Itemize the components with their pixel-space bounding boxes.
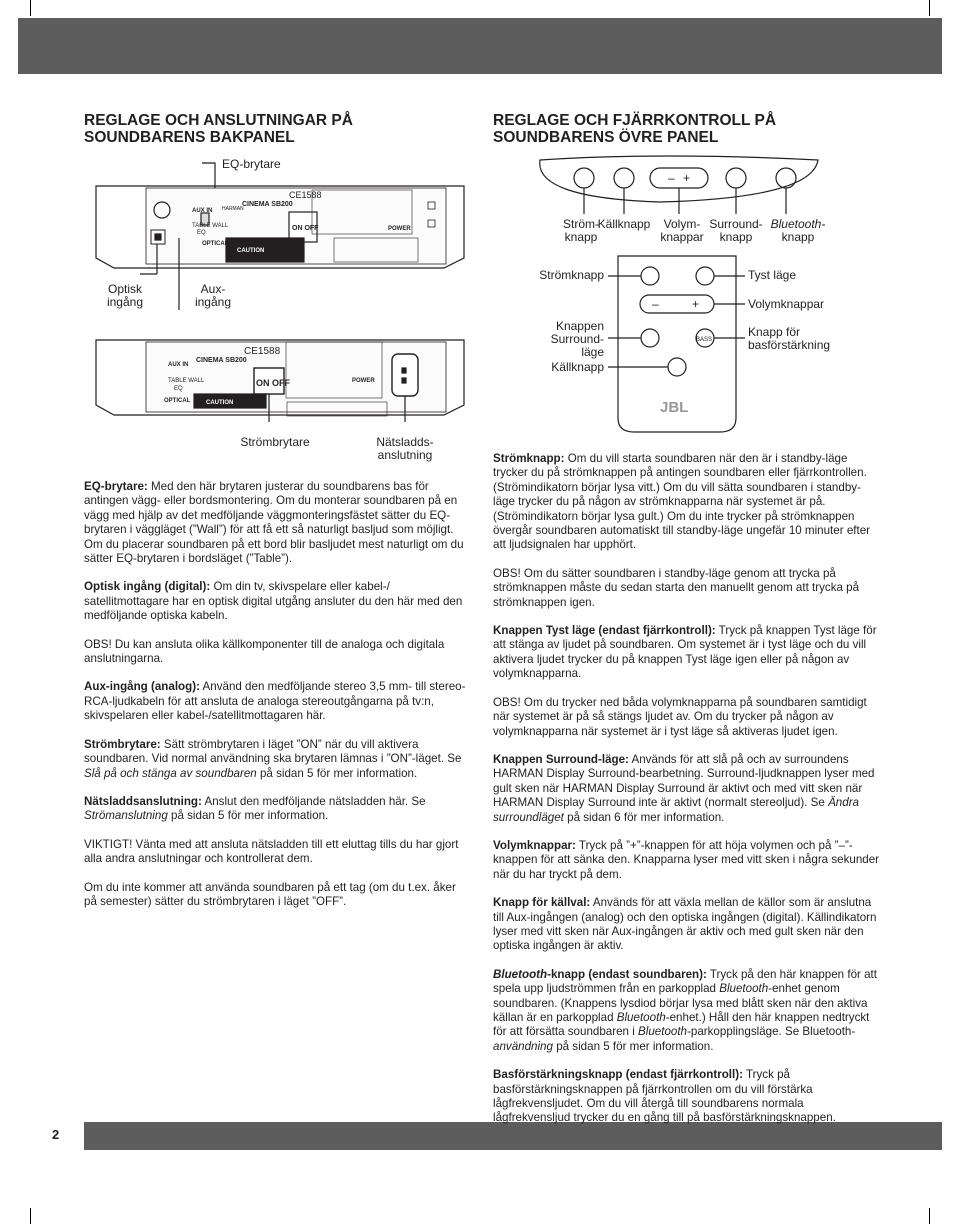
paragraph bbox=[84, 881, 468, 910]
para-heading: Strömbrytare: bbox=[84, 737, 161, 751]
label-line: Aux- bbox=[200, 282, 226, 296]
surround-button-icon bbox=[726, 168, 746, 188]
label-line: anslutning bbox=[377, 448, 433, 462]
top-panel-remote-diagram bbox=[500, 150, 820, 440]
label-line: Knapp för bbox=[748, 325, 801, 339]
para-italic: Slå på och stänga av soundbaren bbox=[84, 766, 257, 780]
para-text: Om din tv, skivspelare eller kabel-/ satellitmottagare har en optisk digital utgång ansluter du den här med den medföljande optiska kabeln. bbox=[84, 580, 463, 623]
print-optical: OPTICAL bbox=[202, 241, 229, 247]
print-eq-zoom: EQ bbox=[174, 386, 183, 392]
print-power: POWER bbox=[388, 226, 411, 232]
label-bt-button bbox=[762, 218, 834, 244]
print-aux: AUX IN bbox=[192, 208, 213, 214]
label-line: Nätsladds- bbox=[376, 435, 434, 449]
para-text: på sidan 5 för mer information. bbox=[167, 809, 329, 823]
para-text: Om du inte kommer att använda soundbaren på ett tag (om du t.ex. åker på semester) sätter du strömbrytaren i läget ”OFF”. bbox=[84, 880, 456, 908]
paragraph bbox=[493, 753, 881, 825]
paragraph bbox=[493, 1068, 881, 1126]
right-text-column bbox=[493, 452, 881, 1140]
label-line: Bluetooth- bbox=[770, 217, 826, 231]
right-section-title bbox=[493, 112, 776, 146]
label-remote-bass bbox=[748, 326, 830, 352]
print-eq: EQ bbox=[197, 230, 206, 236]
remote-power-icon bbox=[641, 267, 659, 285]
remote-surround-icon bbox=[641, 329, 659, 347]
print-table-wall: TABLE WALL bbox=[192, 223, 229, 229]
para-text: OBS! Om du trycker ned båda volymknapparna på soundbaren samtidigt när systemet är på så stängs ljudet av. Om du trycker på någon av volymknapparna när systemet är i tyst läge så aktiveras ljudet igen. bbox=[493, 695, 867, 738]
label-remote-power: Strömknapp bbox=[539, 268, 604, 282]
para-text: -enhet.) Håll den här knappen nedtryckt för att försätta soundbaren i bbox=[493, 1011, 870, 1039]
paragraph bbox=[84, 638, 468, 667]
crop-mark bbox=[30, 1208, 31, 1224]
para-text: Om du vill starta soundbaren när den är i standby-läge trycker du på strömknappen på antingen soundbaren eller fjärrkontrollen. (Strömindikatorn börjar lysa vitt.) Om du vill sätta soundbaren i standby-läge trycker du på någon av strömknapparna när systemet är på. (Strömindikatorn börjar lysa gult.) Om du inte trycker på strömknappen övergår soundbaren automatiskt till standby-läge ungefär 10 minuter efter att ljudsignalen har upphört. bbox=[493, 452, 871, 552]
paragraph bbox=[493, 696, 881, 739]
crop-mark bbox=[929, 0, 930, 16]
left-text-column bbox=[84, 480, 468, 923]
para-heading: Strömknapp: bbox=[493, 452, 565, 465]
label-line: Knappen bbox=[555, 319, 604, 333]
label-line: ingång bbox=[194, 295, 232, 309]
label-source-button: Källknapp bbox=[597, 217, 651, 231]
print-table-wall-zoom: TABLE WALL bbox=[168, 378, 205, 384]
para-text: Använd den medföljande stereo 3,5 mm- till stereo-RCA-ljudkabeln för att ansluta de analoga stereoutgångarna på tv:n, skivspelaren eller kabel-/satellitmottagaren här. bbox=[84, 680, 466, 723]
para-text: Anslut den medföljande nätsladden här. Se bbox=[201, 794, 426, 808]
label-power-switch: Strömbrytare bbox=[240, 435, 310, 449]
print-caution-zoom: CAUTION bbox=[206, 400, 234, 406]
para-heading: -knapp (endast soundbaren): bbox=[547, 967, 707, 981]
label-remote-source: Källknapp bbox=[551, 360, 604, 374]
para-heading-italic: Bluetooth bbox=[493, 967, 548, 981]
para-text: på sidan 5 för mer information. bbox=[552, 1039, 714, 1053]
para-italic: Bluetooth bbox=[616, 1011, 666, 1024]
paragraph bbox=[493, 839, 881, 882]
label-line: läge bbox=[581, 345, 604, 359]
paragraph bbox=[84, 480, 468, 566]
minus-glyph: – bbox=[652, 297, 659, 311]
label-surround-button bbox=[704, 218, 768, 244]
print-caution: CAUTION bbox=[237, 248, 265, 254]
para-heading: Optisk ingång (digital): bbox=[84, 580, 211, 594]
para-heading: Aux-ingång (analog): bbox=[84, 680, 200, 694]
label-line: Ström- bbox=[563, 217, 599, 231]
volume-button-icon bbox=[650, 168, 708, 188]
para-italic: användning bbox=[493, 1039, 553, 1053]
print-brand: HARMAN bbox=[222, 206, 244, 212]
label-remote-mute: Tyst läge bbox=[748, 268, 797, 282]
paragraph bbox=[84, 795, 468, 824]
bass-label: BASS bbox=[696, 337, 713, 343]
para-text: på sidan 6 för mer information. bbox=[563, 810, 725, 824]
paragraph bbox=[493, 896, 881, 954]
title-line: SOUNDBARENS BAKPANEL bbox=[84, 129, 295, 146]
left-section-title bbox=[84, 112, 353, 146]
para-text: Används för att slå på och av surroundens HARMAN Display Surround-bearbetning. Surround-ljudknappen lyser med gult sken när HARMAN Display Surround är aktivt och med vitt sken när HARMAN Display Surround inte är aktivt (normalt stereoljud). Se bbox=[493, 752, 875, 810]
label-line: Surround- bbox=[709, 217, 763, 231]
print-ce-zoom: CE1588 bbox=[244, 346, 281, 357]
power-button-icon bbox=[574, 168, 594, 188]
title-line: REGLAGE OCH ANSLUTNINGAR PÅ bbox=[84, 112, 353, 129]
label-line: knapp bbox=[564, 230, 598, 244]
para-heading: Knappen Tyst läge (endast fjärrkontroll): bbox=[493, 624, 716, 638]
jbl-logo: JBL bbox=[660, 399, 689, 416]
para-text: -enhet genom soundbaren. (Knappens lysdiod börjar lysa med blått sken när den aktiva källan är en parkopplad bbox=[493, 982, 868, 1024]
para-text: Används för att växla mellan de källor som är anslutna till Aux-ingången (analog) och den optiska ingången (digital). Källindikatorn lyser med vitt sken när Aux-ingången är aktiv och med gult sken när den optiska ingången är aktiv. bbox=[493, 896, 877, 953]
plus-glyph: + bbox=[692, 297, 700, 311]
para-heading: Nätsladdsanslutning: bbox=[84, 794, 202, 808]
paragraph bbox=[84, 738, 468, 781]
para-text: på sidan 5 för mer information. bbox=[256, 766, 418, 780]
label-power-connector bbox=[360, 436, 450, 462]
paragraph bbox=[493, 567, 881, 610]
title-line: SOUNDBARENS ÖVRE PANEL bbox=[493, 129, 719, 146]
print-model-zoom: CINEMA SB200 bbox=[196, 357, 247, 364]
para-text: VIKTIGT! Vänta med att ansluta nätsladden till ett eluttag tills du har gjort alla andra anslutningar och kontrollerat dem. bbox=[84, 837, 459, 866]
para-heading: Knappen Surround-läge: bbox=[493, 752, 629, 766]
print-model: CINEMA SB200 bbox=[242, 201, 293, 208]
paragraph bbox=[84, 580, 468, 623]
para-text: Med den här brytaren justerar du soundbarens bas för antingen vägg- eller bordsmontering. Om du monterar soundbaren på en vägg med hjälp av det medföljande väggmonteringsfästet sätter du EQ-brytaren i väggläget (”Wall”) för att få ett så naturligt basljud som möjligt. Om du placerar soundbaren på ett bord blir basljudet mest naturligt om du sätter EQ-brytaren i bordsläget (”Table”). bbox=[84, 480, 464, 566]
para-heading: Volymknappar: bbox=[493, 838, 576, 852]
remote-mute-icon bbox=[696, 267, 714, 285]
print-aux-zoom: AUX IN bbox=[168, 362, 189, 368]
label-line: ingång bbox=[106, 295, 144, 309]
para-text: Tryck på knappen Tyst läge för att stänga av ljudet på soundbaren. Om systemet är i tyst läge och du vill aktivera ljudet trycker du på knappen Tyst läge igen eller på någon av volymknapparna. bbox=[493, 624, 877, 681]
label-line: knapp bbox=[719, 230, 753, 244]
print-onoff-zoom: ON OFF bbox=[256, 378, 290, 388]
para-text: Tryck på basförstärkningsknappen på fjärrkontrollen om du vill förstärka lågfrekvensljudet. Om du vill återgå till soundbarens normala lågfrekvensljud trycker du en gång till på basförstärkningsknappen. bbox=[493, 1068, 836, 1125]
para-text: -parkopplingsläge. Se Bluetooth- bbox=[687, 1025, 856, 1039]
label-line: knappar bbox=[660, 230, 704, 244]
paragraph bbox=[84, 680, 468, 723]
label-eq-switch: EQ-brytare bbox=[222, 157, 281, 171]
label-remote-surround bbox=[500, 320, 604, 359]
paragraph bbox=[493, 452, 881, 553]
label-line: Surround- bbox=[550, 332, 604, 346]
para-heading: Knapp för källval: bbox=[493, 896, 591, 910]
para-italic: Bluetooth bbox=[638, 1025, 688, 1039]
label-line: knapp bbox=[781, 230, 815, 244]
minus-glyph: – bbox=[668, 171, 675, 185]
label-remote-volume: Volymknappar bbox=[748, 297, 825, 311]
label-line: basförstärkning bbox=[748, 338, 831, 352]
plus-glyph: + bbox=[683, 171, 691, 185]
para-italic: Ändra surroundläget bbox=[493, 796, 859, 824]
para-text: Tryck på ”+”-knappen för att höja volymen och på ”–”-knappen för att sänka den. Knapparna lyser med vitt sken i några sekunder när du har tryckt på dem. bbox=[493, 838, 880, 881]
print-onoff: ON OFF bbox=[292, 225, 319, 232]
crop-mark bbox=[30, 0, 31, 16]
label-line: Volym- bbox=[663, 217, 701, 231]
para-text: OBS! Du kan ansluta olika källkomponenter till de analoga och digitala anslutningarna. bbox=[84, 637, 445, 666]
paragraph bbox=[493, 968, 881, 1054]
para-text: OBS! Om du sätter soundbaren i standby-läge genom att trycka på strömknappen måste du sedan starta den manuellt genom att trycka på strömknappen igen. bbox=[493, 566, 860, 609]
para-italic: Strömanslutning bbox=[84, 809, 168, 823]
print-power-zoom: POWER bbox=[352, 378, 375, 384]
header-bar bbox=[18, 18, 942, 74]
para-text: Sätt strömbrytaren i läget ”ON” när du vill aktivera soundbaren. Vid normal användning ska brytaren lämnas i ”ON”-läget. Se bbox=[84, 737, 462, 766]
para-italic: Bluetooth bbox=[719, 982, 769, 996]
para-text: Tryck på den här knappen för att spela upp ljudströmmen från en parkopplad bbox=[493, 967, 877, 996]
print-optical-zoom: OPTICAL bbox=[164, 398, 191, 404]
paragraph bbox=[493, 624, 881, 682]
bluetooth-button-icon bbox=[776, 168, 796, 188]
para-heading: Basförstärkningsknapp (endast fjärrkontroll): bbox=[493, 1068, 743, 1082]
source-button-icon bbox=[614, 168, 634, 188]
label-line: Optisk bbox=[107, 282, 142, 296]
remote-source-icon bbox=[668, 358, 686, 376]
page-number: 2 bbox=[52, 1127, 60, 1142]
para-heading: EQ-brytare: bbox=[84, 480, 148, 493]
crop-mark bbox=[929, 1208, 930, 1224]
label-aux-input bbox=[186, 283, 240, 309]
title-line: REGLAGE OCH FJÄRRKONTROLL PÅ bbox=[493, 112, 777, 129]
print-ce: CE1588 bbox=[289, 190, 322, 200]
label-volume-buttons bbox=[654, 218, 710, 244]
paragraph bbox=[84, 838, 468, 867]
label-optical-input bbox=[100, 283, 150, 309]
